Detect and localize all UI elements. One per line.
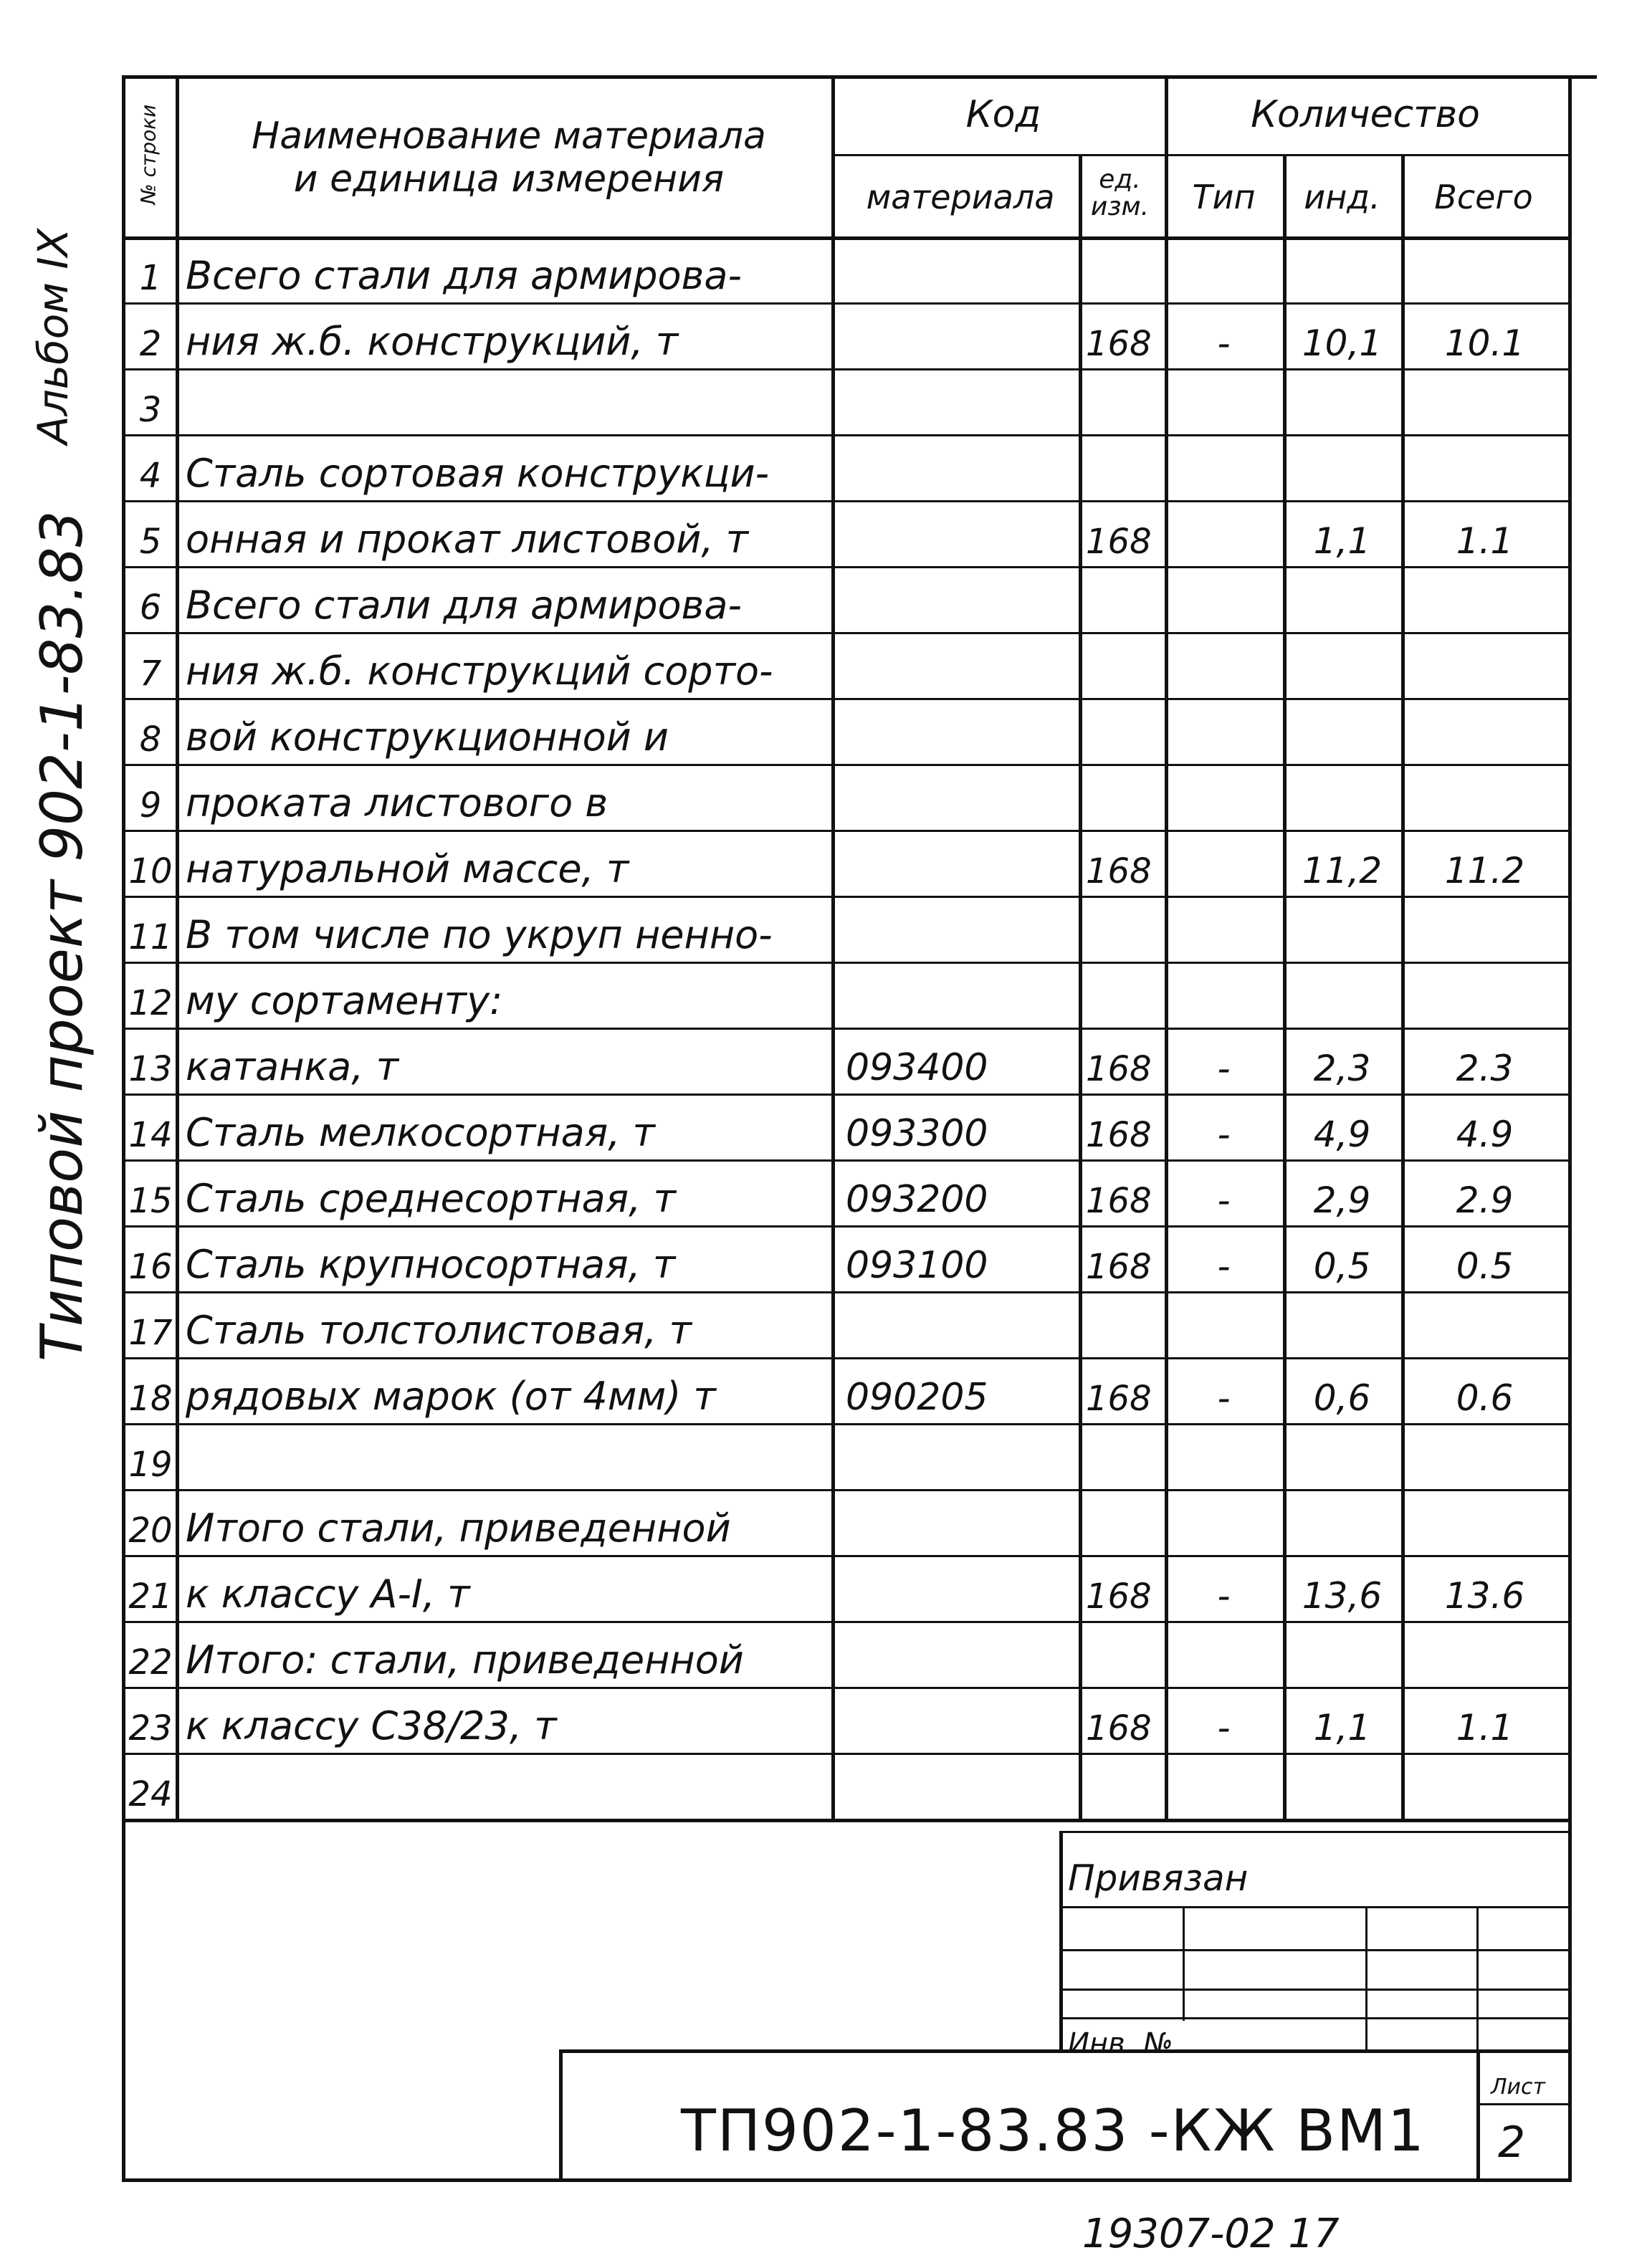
row-unit-code xyxy=(1079,1495,1172,1551)
row-qty-ind xyxy=(1283,1495,1401,1551)
row-material-name: Сталь среднесортная, т xyxy=(186,1176,676,1221)
row-line-6 xyxy=(122,632,1568,634)
row-qty-type xyxy=(1165,1495,1283,1551)
row-material-name: Сталь крупносортная, т xyxy=(186,1242,676,1287)
row-line-20 xyxy=(122,1555,1568,1557)
row-qty-type: - xyxy=(1217,1180,1231,1221)
row-qty-total: 11.2 xyxy=(1444,850,1525,891)
row-qty-total xyxy=(1401,1429,1568,1485)
row-qty-total xyxy=(1401,1759,1568,1814)
row-line-9 xyxy=(122,830,1568,832)
row-line-7 xyxy=(122,698,1568,700)
row-material-name: онная и прокат листовой, т xyxy=(186,517,749,562)
row-material-code xyxy=(831,242,1093,298)
row-qty-type xyxy=(1165,1759,1283,1814)
frame-bottom-border xyxy=(122,2178,1572,2182)
header-bottom-line xyxy=(122,236,1568,240)
row-qty-total: 10.1 xyxy=(1444,322,1525,364)
row-material-name: вой конструкционной и xyxy=(186,714,669,760)
row-unit-code xyxy=(1079,967,1172,1023)
row-line-11 xyxy=(122,962,1568,964)
stamp-line-4 xyxy=(1059,2017,1568,2019)
row-number: 9 xyxy=(139,785,162,826)
row-material-code: 093300 xyxy=(846,1112,988,1155)
row-qty-ind xyxy=(1283,704,1401,760)
row-material-name: Итого: стали, приведенной xyxy=(186,1637,744,1683)
row-material-name: му сортаменту: xyxy=(186,978,503,1023)
row-number: 21 xyxy=(128,1576,173,1617)
row-qty-total xyxy=(1401,704,1568,760)
title-block-left xyxy=(559,2049,563,2178)
row-number: 1 xyxy=(139,258,162,298)
row-unit-code xyxy=(1079,638,1172,694)
row-material-name: Всего стали для армирова- xyxy=(186,583,742,628)
row-material-name: Всего стали для армирова- xyxy=(186,253,742,298)
row-qty-type xyxy=(1165,638,1283,694)
stamp-col-1 xyxy=(1183,1906,1185,2021)
row-qty-ind xyxy=(1283,440,1401,496)
title-block-top xyxy=(559,2049,1568,2053)
row-material-code xyxy=(831,770,1093,826)
header-row-no: № строки xyxy=(136,104,161,204)
row-material-name xyxy=(176,1429,841,1485)
row-qty-type: - xyxy=(1217,322,1231,364)
row-qty-ind xyxy=(1283,242,1401,298)
row-material-code xyxy=(831,836,1093,891)
row-qty-type xyxy=(1165,1297,1283,1353)
row-unit-code xyxy=(1079,1627,1172,1683)
row-qty-ind: 13,6 xyxy=(1302,1575,1383,1617)
row-qty-type xyxy=(1165,770,1283,826)
row-qty-ind xyxy=(1283,638,1401,694)
row-qty-total: 2.9 xyxy=(1456,1180,1514,1221)
row-qty-type xyxy=(1165,836,1283,891)
row-material-code xyxy=(831,308,1093,364)
row-qty-total xyxy=(1401,1297,1568,1353)
header-qty-total: Всего xyxy=(1434,178,1533,216)
stamp-top-line xyxy=(1059,1831,1568,1833)
row-material-name: В том числе по укруп ненно- xyxy=(186,912,773,957)
row-qty-ind xyxy=(1283,572,1401,628)
row-number: 18 xyxy=(128,1379,173,1419)
stamp-inv-no: Инв. № xyxy=(1068,2027,1173,2060)
row-number: 24 xyxy=(128,1774,173,1814)
row-material-code xyxy=(831,1429,1093,1485)
row-unit-code xyxy=(1079,770,1172,826)
row-qty-total xyxy=(1401,638,1568,694)
header-mid-line xyxy=(831,154,1568,156)
row-material-code xyxy=(831,1627,1093,1683)
title-block-sheet-divider xyxy=(1476,2049,1480,2178)
row-unit-code: 168 xyxy=(1086,1379,1152,1419)
row-qty-type xyxy=(1165,704,1283,760)
row-material-name: к классу С38/23, т xyxy=(186,1703,557,1748)
row-material-code: 093100 xyxy=(846,1244,988,1287)
row-qty-type xyxy=(1165,374,1283,430)
header-code-material: материала xyxy=(866,178,1055,216)
row-qty-total: 2.3 xyxy=(1456,1048,1514,1089)
row-unit-code xyxy=(1079,440,1172,496)
row-line-5 xyxy=(122,566,1568,568)
row-material-code: 093400 xyxy=(846,1046,988,1089)
stamp-sheet-number: 2 xyxy=(1498,2118,1526,2168)
row-qty-total: 1.1 xyxy=(1456,520,1514,562)
row-line-23 xyxy=(122,1753,1568,1755)
row-qty-ind xyxy=(1283,1627,1401,1683)
row-unit-code: 168 xyxy=(1086,324,1152,364)
row-line-18 xyxy=(122,1423,1568,1425)
row-qty-ind: 0,5 xyxy=(1313,1245,1371,1287)
row-line-15 xyxy=(122,1225,1568,1228)
row-line-19 xyxy=(122,1489,1568,1491)
row-unit-code xyxy=(1079,1297,1172,1353)
row-qty-type xyxy=(1165,1429,1283,1485)
row-number: 5 xyxy=(139,522,162,562)
row-line-1 xyxy=(122,302,1568,305)
row-material-code xyxy=(831,1561,1093,1617)
side-project-caption: Типовой проект 902-1-83.83 xyxy=(29,510,95,1362)
row-material-code xyxy=(831,572,1093,628)
title-block-sheet-line xyxy=(1476,2103,1568,2105)
row-qty-total: 0.5 xyxy=(1456,1245,1514,1287)
row-qty-type xyxy=(1165,572,1283,628)
stamp-col-3 xyxy=(1476,1906,1479,2049)
row-unit-code xyxy=(1079,1429,1172,1485)
row-material-code xyxy=(831,1297,1093,1353)
stamp-line-2 xyxy=(1059,1949,1568,1951)
row-qty-ind: 0,6 xyxy=(1313,1377,1371,1419)
row-number: 19 xyxy=(128,1445,173,1485)
stamp-col-2 xyxy=(1365,1906,1367,2049)
row-number: 12 xyxy=(128,983,173,1023)
row-qty-type: - xyxy=(1217,1114,1231,1155)
row-material-name: Сталь мелкосортная, т xyxy=(186,1110,656,1155)
row-line-14 xyxy=(122,1159,1568,1162)
row-number: 10 xyxy=(128,851,173,891)
row-qty-type xyxy=(1165,242,1283,298)
row-qty-total xyxy=(1401,374,1568,430)
row-qty-ind xyxy=(1283,770,1401,826)
row-qty-ind xyxy=(1283,967,1401,1023)
row-number: 3 xyxy=(139,390,162,430)
row-material-code xyxy=(831,967,1093,1023)
row-qty-total xyxy=(1401,440,1568,496)
row-qty-type: - xyxy=(1217,1048,1231,1089)
row-material-name: Итого стали, приведенной xyxy=(186,1506,731,1551)
row-qty-total: 4.9 xyxy=(1456,1114,1514,1155)
row-line-13 xyxy=(122,1094,1568,1096)
row-number: 16 xyxy=(128,1247,173,1287)
row-qty-total: 13.6 xyxy=(1444,1575,1525,1617)
header-code-group: Код xyxy=(965,93,1041,136)
row-qty-total xyxy=(1401,1627,1568,1683)
row-material-code xyxy=(831,1495,1093,1551)
row-line-4 xyxy=(122,500,1568,502)
footer-number: 19307-02 17 xyxy=(1082,2211,1340,2257)
row-material-code xyxy=(831,1693,1093,1748)
header-name: Наименование материала и единица измерения xyxy=(252,115,766,201)
row-unit-code: 168 xyxy=(1086,1181,1152,1221)
row-line-16 xyxy=(122,1291,1568,1293)
row-qty-type xyxy=(1165,1627,1283,1683)
row-qty-total: 0.6 xyxy=(1456,1377,1514,1419)
row-unit-code: 168 xyxy=(1086,1115,1152,1155)
stamp-sheet-label: Лист xyxy=(1491,2075,1546,2100)
row-qty-ind: 11,2 xyxy=(1302,850,1383,891)
row-unit-code xyxy=(1079,1759,1172,1814)
row-number: 11 xyxy=(128,917,173,957)
row-qty-ind: 1,1 xyxy=(1313,520,1371,562)
header-qty-ind: инд. xyxy=(1304,178,1380,216)
row-material-name: Сталь толстолистовая, т xyxy=(186,1308,692,1353)
row-material-name: ния ж.б. конструкций, т xyxy=(186,319,679,364)
row-unit-code xyxy=(1079,572,1172,628)
row-number: 7 xyxy=(139,654,162,694)
row-material-code xyxy=(831,704,1093,760)
row-unit-code: 168 xyxy=(1086,1247,1152,1287)
row-number: 22 xyxy=(128,1642,173,1683)
row-unit-code: 168 xyxy=(1086,1049,1152,1089)
side-album-caption: Альбом IX xyxy=(29,228,77,444)
row-material-code xyxy=(831,374,1093,430)
row-qty-type xyxy=(1165,901,1283,957)
row-material-code xyxy=(831,638,1093,694)
row-qty-type: - xyxy=(1217,1575,1231,1617)
row-unit-code: 168 xyxy=(1086,851,1152,891)
row-unit-code xyxy=(1079,374,1172,430)
row-qty-ind: 2,9 xyxy=(1313,1180,1371,1221)
row-material-code xyxy=(831,901,1093,957)
row-line-21 xyxy=(122,1621,1568,1623)
row-number: 23 xyxy=(128,1708,173,1748)
frame-right-border xyxy=(1568,75,1572,2178)
row-number: 8 xyxy=(139,719,162,760)
header-code-unit: ед. изм. xyxy=(1090,165,1150,221)
row-line-2 xyxy=(122,368,1568,370)
row-qty-type: - xyxy=(1217,1377,1231,1419)
row-number: 14 xyxy=(128,1115,173,1155)
row-qty-ind xyxy=(1283,374,1401,430)
row-qty-ind: 4,9 xyxy=(1313,1114,1371,1155)
row-qty-ind: 10,1 xyxy=(1302,322,1383,364)
row-unit-code xyxy=(1079,242,1172,298)
row-material-code: 093200 xyxy=(846,1178,988,1221)
row-number: 13 xyxy=(128,1049,173,1089)
row-number: 17 xyxy=(128,1313,173,1353)
row-qty-total xyxy=(1401,1495,1568,1551)
row-material-name: рядовых марок (от 4мм) т xyxy=(186,1374,716,1419)
row-qty-ind xyxy=(1283,1429,1401,1485)
row-qty-total xyxy=(1401,572,1568,628)
header-qty-group: Количество xyxy=(1251,93,1480,136)
row-qty-type xyxy=(1165,967,1283,1023)
row-line-3 xyxy=(122,434,1568,436)
row-material-name xyxy=(176,1759,841,1814)
row-number: 2 xyxy=(139,324,162,364)
row-line-10 xyxy=(122,896,1568,898)
row-qty-total xyxy=(1401,770,1568,826)
row-qty-ind xyxy=(1283,1759,1401,1814)
stamp-privyazan: Привязан xyxy=(1068,1857,1249,1899)
row-line-8 xyxy=(122,764,1568,766)
row-material-code xyxy=(831,506,1093,562)
row-number: 20 xyxy=(128,1511,173,1551)
row-number: 15 xyxy=(128,1181,173,1221)
row-material-code xyxy=(831,440,1093,496)
row-unit-code: 168 xyxy=(1086,522,1152,562)
header-qty-type: Тип xyxy=(1192,178,1256,216)
row-material-name xyxy=(176,374,841,430)
row-qty-type xyxy=(1165,506,1283,562)
row-qty-type: - xyxy=(1217,1707,1231,1748)
row-material-name: Сталь сортовая конструкци- xyxy=(186,451,770,496)
row-material-name: катанка, т xyxy=(186,1044,399,1089)
row-qty-type xyxy=(1165,440,1283,496)
stamp-line-1 xyxy=(1059,1906,1568,1908)
row-unit-code: 168 xyxy=(1086,1708,1152,1748)
row-qty-type: - xyxy=(1217,1245,1231,1287)
row-material-name: проката листового в xyxy=(186,780,608,826)
row-qty-total xyxy=(1401,967,1568,1023)
row-qty-ind xyxy=(1283,901,1401,957)
row-line-22 xyxy=(122,1687,1568,1689)
row-line-12 xyxy=(122,1028,1568,1030)
row-material-name: натуральной массе, т xyxy=(186,846,629,891)
row-unit-code xyxy=(1079,901,1172,957)
row-material-name: ния ж.б. конструкций сорто- xyxy=(186,649,773,694)
stamp-line-3 xyxy=(1059,1989,1568,1991)
row-qty-total xyxy=(1401,901,1568,957)
stamp-doc-code: ТП902-1-83.83 -КЖ ВМ1 xyxy=(681,2097,1426,2164)
row-qty-total: 1.1 xyxy=(1456,1707,1514,1748)
row-qty-ind: 1,1 xyxy=(1313,1707,1371,1748)
row-qty-ind: 2,3 xyxy=(1313,1048,1371,1089)
row-number: 6 xyxy=(139,588,162,628)
row-line-24 xyxy=(122,1819,1568,1822)
row-unit-code: 168 xyxy=(1086,1576,1152,1617)
row-material-code: 090205 xyxy=(846,1376,988,1419)
row-material-code xyxy=(831,1759,1093,1814)
row-material-name: к классу А-I, т xyxy=(186,1571,470,1617)
row-unit-code xyxy=(1079,704,1172,760)
row-number: 4 xyxy=(139,456,162,496)
row-line-17 xyxy=(122,1357,1568,1359)
row-qty-total xyxy=(1401,242,1568,298)
row-qty-ind xyxy=(1283,1297,1401,1353)
